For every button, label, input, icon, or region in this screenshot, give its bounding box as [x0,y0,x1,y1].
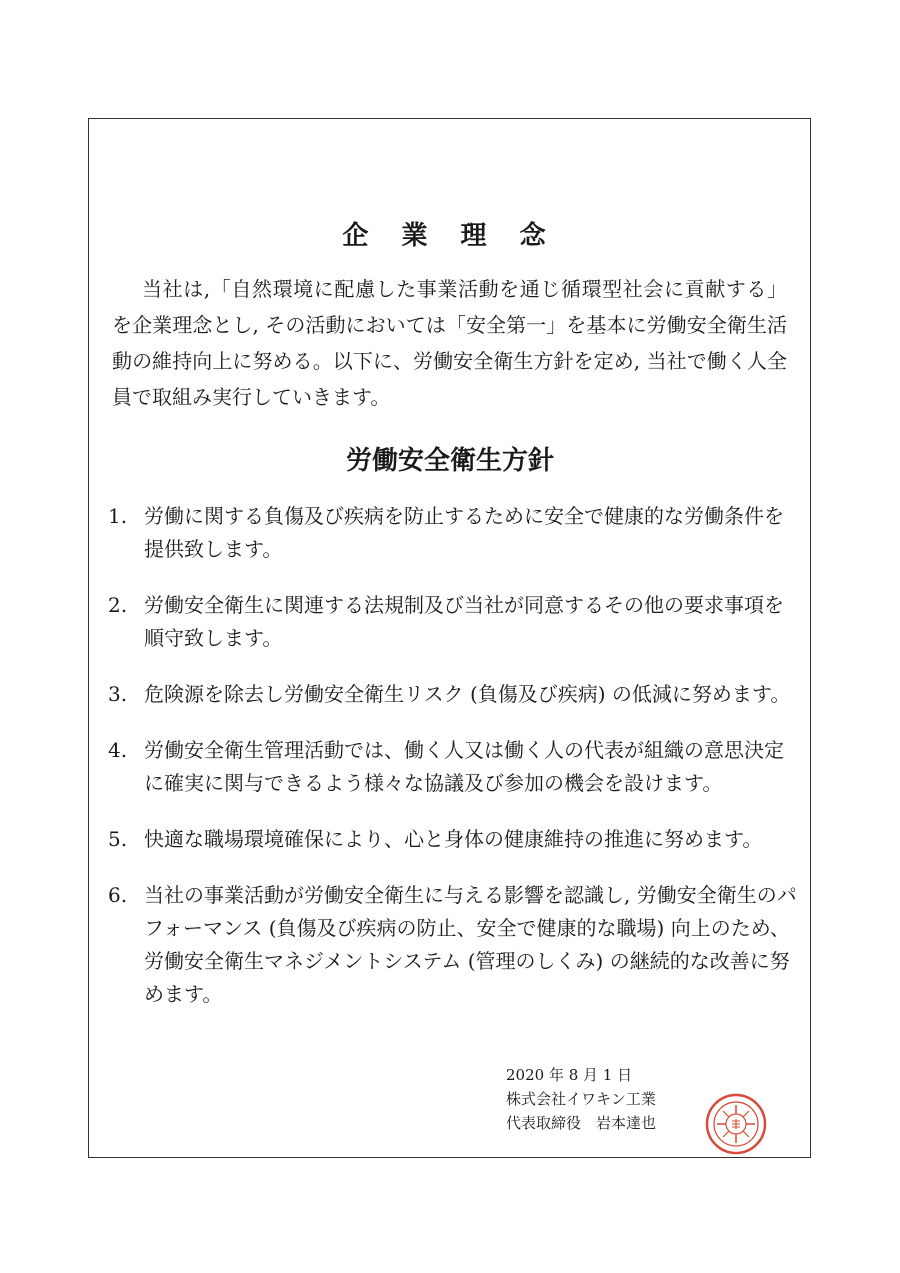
policy-text: 当社の事業活動が労働安全衛生に与える影響を認識し, 労働安全衛生のパフォーマンス (負傷及び疾病の防止、安全で健康的な職場) 向上のため、労働安全衛生マネジメントシステム (管理のしくみ) の継続的な改善に努めます。 [144,883,797,1006]
company-seal-icon [705,1093,767,1155]
policy-item-6 [108,879,798,1011]
page-title: 企 業 理 念 [342,221,558,251]
policy-number: 3. [108,682,128,706]
policy-number: 2. [108,593,128,617]
representative-name: 代表取締役 岩本達也 [506,1114,657,1132]
policy-text: 快適な職場環境確保により、心と身体の健康維持の推進に努めます。 [144,827,763,851]
policy-number: 5. [108,827,128,851]
policy-list [108,500,798,1034]
signature-block [506,1063,656,1135]
policy-number: 4. [108,738,128,762]
policy-item-2 [108,589,798,655]
policy-item-5 [108,823,798,856]
policy-text: 危険源を除去し労働安全衛生リスク (負傷及び疾病) の低減に努めます。 [144,682,791,706]
policy-number: 6. [108,883,128,907]
policy-item-1 [108,500,798,566]
policy-text: 労働に関する負傷及び疾病を防止するために安全で健康的な労働条件を提供致します。 [144,504,784,561]
signature-date: 2020 年 8 月 1 日 [506,1066,633,1084]
policy-text: 労働安全衛生管理活動では、働く人又は働く人の代表が組織の意思決定に確実に関与できるよう様々な協議及び参加の機会を設けます。 [144,738,784,795]
policy-number: 1. [108,504,128,528]
policy-text: 労働安全衛生に関連する法規制及び当社が同意するその他の要求事項を順守致します。 [144,593,784,650]
policy-item-3 [108,678,798,711]
policy-heading: 労働安全衛生方針 [345,446,554,476]
policy-item-4 [108,734,798,800]
intro-paragraph: 当社は,「自然環境に配慮した事業活動を通じ循環型社会に貢献する」を企業理念とし, その活動においては「安全第一」を基本に労働安全衛生活動の維持向上に努める。以下に、労働安全衛生方針を定め, 当社で働く人全員で取組み実行していきます。 [112,277,787,409]
company-name: 株式会社イワキン工業 [506,1090,656,1108]
